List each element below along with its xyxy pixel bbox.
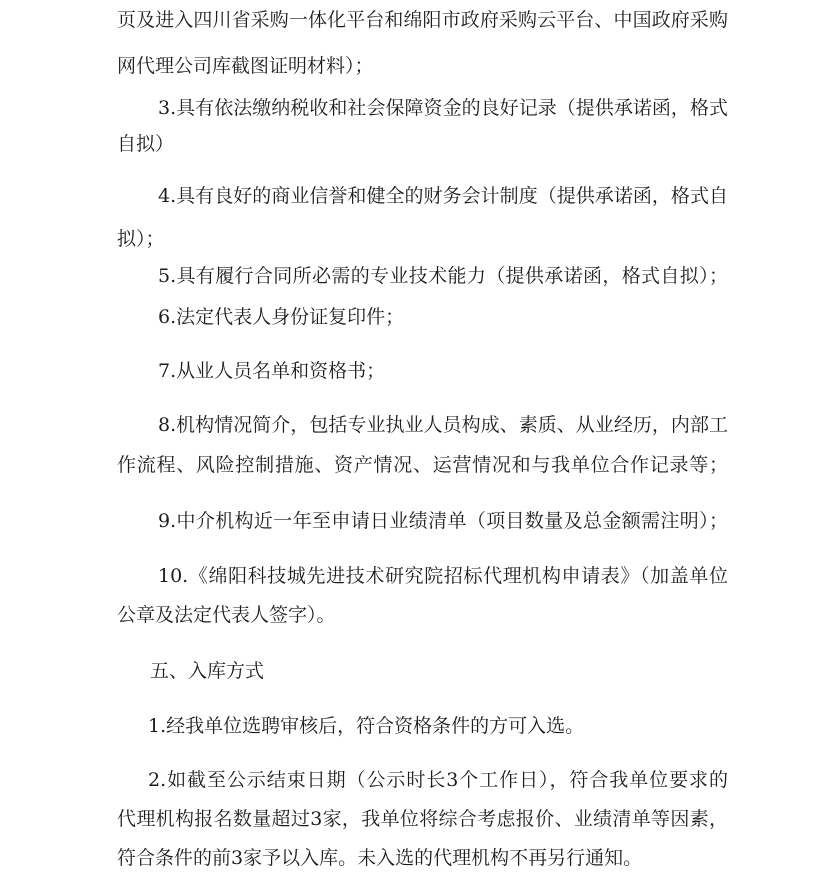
list-item-6: 6.法定代表人身份证复印件； [158, 306, 405, 328]
section5-item-2-cont: 代理机构报名数量超过3家，我单位将综合考虑报价、业绩清单等因素， [117, 808, 728, 830]
section5-item-2-cont: 符合条件的前3家予以入库。未入选的代理机构不再另行通知。 [117, 847, 643, 869]
list-item-7: 7.从业人员名单和资格书； [158, 360, 386, 382]
list-item-8: 8.机构情况简介，包括专业执业人员构成、素质、从业经历，内部工 [158, 414, 728, 436]
list-item-8-cont: 作流程、风险控制措施、资产情况、运营情况和与我单位合作记录等； [117, 454, 728, 476]
section-heading: 五、入库方式 [150, 660, 265, 682]
paragraph-line: 页及进入四川省采购一体化平台和绵阳市政府采购云平台、中国政府采购 [117, 9, 728, 31]
list-item-4-cont: 拟）； [117, 228, 165, 250]
list-item-3-cont: 自拟） [117, 133, 175, 155]
paragraph-line: 网代理公司库截图证明材料）； [117, 55, 374, 77]
section5-item-1: 1.经我单位选聘审核后，符合资格条件的方可入选。 [148, 715, 585, 737]
list-item-5: 5.具有履行合同所必需的专业技术能力（提供承诺函，格式自拟）； [158, 265, 728, 287]
section5-item-2: 2.如截至公示结束日期（公示时长3个工作日），符合我单位要求的 [148, 769, 728, 791]
list-item-10: 10.《绵阳科技城先进技术研究院招标代理机构申请表》（加盖单位 [158, 565, 728, 587]
list-item-3: 3.具有依法缴纳税收和社会保障资金的良好记录（提供承诺函，格式 [158, 97, 728, 119]
list-item-4: 4.具有良好的商业信誉和健全的财务会计制度（提供承诺函，格式自 [158, 185, 728, 207]
list-item-9: 9.中介机构近一年至申请日业绩清单（项目数量及总金额需注明）； [158, 510, 728, 532]
list-item-10-cont: 公章及法定代表人签字）。 [117, 604, 336, 626]
